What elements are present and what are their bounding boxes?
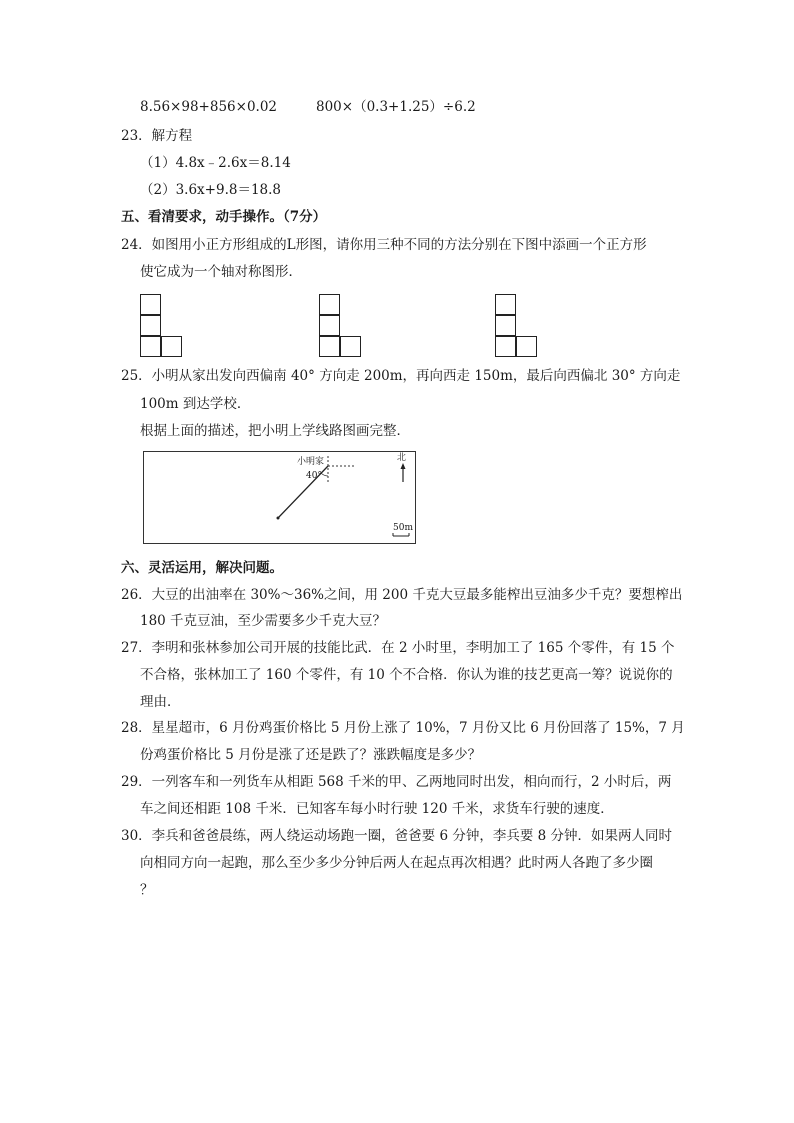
route-map (143, 451, 416, 544)
angle-label: 40° (306, 471, 322, 481)
q30-line-2: 向相同方向一起跑，那么至少多少分钟后两人在起点再次相遇？此时两人各跑了多少圈 (140, 855, 653, 871)
route-point (277, 517, 280, 520)
q24-line-1: 24．如图用小正方形组成的L形图，请你用三种不同的方法分别在下图中添画一个正方形 (121, 237, 647, 253)
north-label: 北 (397, 453, 407, 463)
q26-line-2: 180 千克豆油，至少需要多少千克大豆？ (140, 613, 387, 629)
q23-equation-2: （2）3.6x+9.8＝18.8 (140, 182, 282, 198)
q28-line-1: 28．星星超市，6 月份鸡蛋价格比 5 月份上涨了 10%，7 月份又比 6 月份回落了 15%，7 月 (121, 720, 685, 736)
q27-line-1: 27．李明和张林参加公司开展的技能比武．在 2 小时里，李明加工了 165 个零件，有 15 个 (121, 640, 675, 656)
q25-line-2: 100m 到达学校． (140, 396, 251, 412)
l-shape-figure-1 (140, 294, 184, 358)
q25-line-1: 25．小明从家出发向西偏南 40° 方向走 200m，再向西走 150m，最后向西偏北 30° 方向走 (121, 368, 681, 384)
angle-arc (321, 473, 328, 476)
route-map-drawing (144, 452, 414, 542)
home-label: 小明家 (297, 457, 325, 467)
q23-title: 23．解方程 (121, 128, 193, 144)
l-shape-figure-3 (495, 294, 539, 358)
q30-line-3: ？ (140, 882, 154, 898)
q30-line-1: 30．李兵和爸爸晨练，两人绕运动场跑一圈，爸爸要 6 分钟，李兵要 8 分钟．如果两人同时 (121, 828, 673, 844)
q29-line-1: 29．一列客车和一列货车从相距 568 千米的甲、乙两地同时出发，相向而行，2 小时后，两 (121, 774, 672, 790)
l-shape-figure-2 (319, 294, 363, 358)
calc-expression-2: 800×（0.3+1.25）÷6.2 (316, 99, 476, 115)
q26-line-1: 26．大豆的出油率在 30%～36%之间，用 200 千克大豆最多能榨出豆油多少千克？要想榨出 (121, 587, 683, 603)
q24-line-2: 使它成为一个轴对称图形． (140, 264, 302, 280)
scale-label: 50m (393, 523, 413, 533)
q27-line-2: 不合格，张林加工了 160 个零件，有 10 个不合格．你认为谁的技艺更高一筹？说说你的 (140, 667, 673, 683)
section-6-heading: 六、灵活运用，解决问题。 (121, 560, 283, 576)
q27-line-3: 理由． (140, 694, 181, 710)
q25-line-3: 根据上面的描述，把小明上学线路图画完整． (140, 423, 410, 439)
north-arrow-head (401, 463, 406, 469)
q28-line-2: 份鸡蛋价格比 5 月份是涨了还是跌了？涨跌幅度是多少？ (140, 747, 482, 763)
q23-equation-1: （1）4.8x﹣2.6x＝8.14 (140, 155, 291, 171)
calc-expression-1: 8.56×98+856×0.02 (140, 99, 277, 115)
q29-line-2: 车之间还相距 108 千米．已知客车每小时行驶 120 千米，求货车行驶的速度． (140, 801, 614, 817)
section-5-heading: 五、看清要求，动手操作。（7分） (121, 209, 327, 225)
